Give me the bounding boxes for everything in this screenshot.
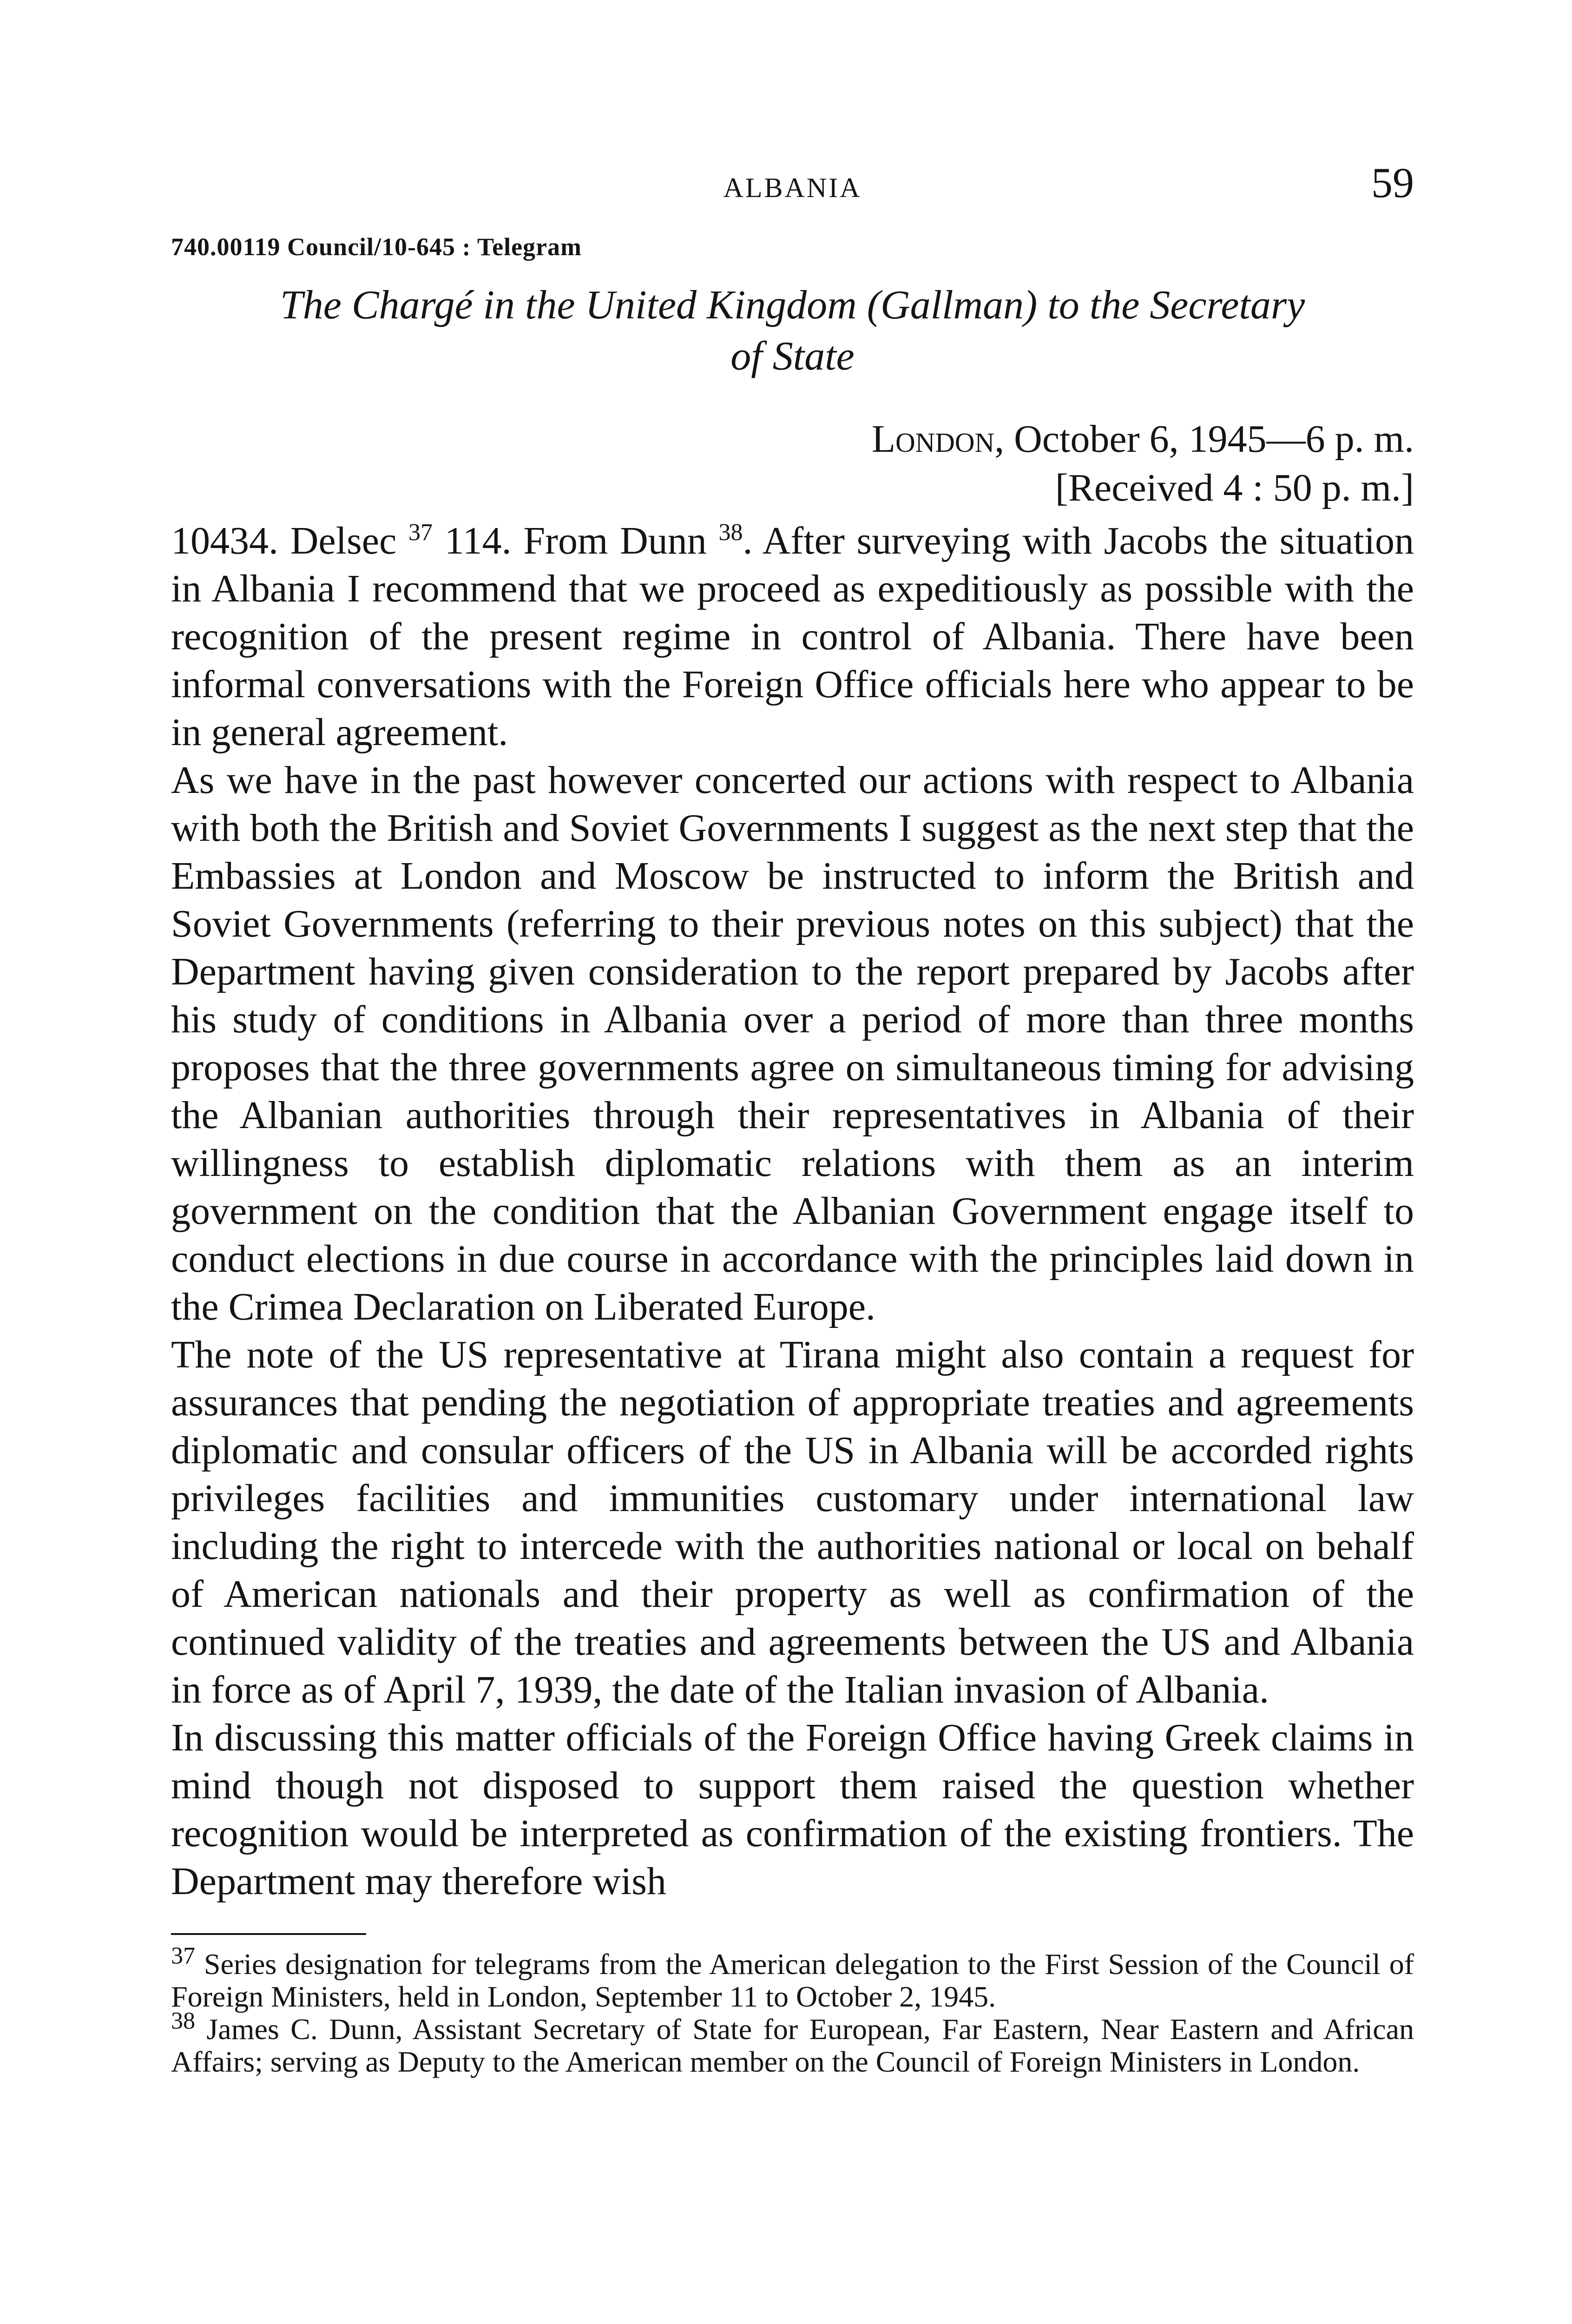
document-page	[171, 158, 1414, 2078]
footnote-37-mark: 37	[171, 1942, 195, 1969]
document-title-line-2: of State	[730, 334, 855, 379]
paragraph-1-part-b: 114. From Dunn	[433, 519, 719, 562]
running-title: ALBANIA	[723, 172, 862, 203]
footnote-38-text: James C. Dunn, Assistant Secretary of State for European, Far Eastern, Near Eastern and African Affairs; serving as Deputy to the American member on the Council of Foreign Ministers in London.	[171, 2013, 1414, 2078]
footnote-37-text: Series designation for telegrams from the American delegation to the First Session of the Council of Foreign Ministers, held in London, September 11 to October 2, 1945.	[171, 1948, 1414, 2013]
dateline-place: London	[871, 417, 995, 461]
paragraph-1	[171, 517, 1414, 756]
paragraph-1-part-a: 10434. Delsec	[171, 519, 408, 562]
paragraph-3: The note of the US representative at Tirana might also contain a request for assurances that pending the negotiation of appropriate treaties and agreements diplomatic and consular officers of the US in Albania will be accorded rights privileges facilities and immunities customary under international law including the right to intercede with the authorities national or local on behalf of American nationals and their property as well as confirmation of the continued validity of the treaties and agreements between the US and Albania in force as of April 7, 1939, the date of the Italian invasion of Albania.	[171, 1333, 1414, 1711]
footnote-37	[171, 1942, 1414, 2013]
dateline	[171, 415, 1414, 512]
running-head	[171, 158, 1414, 214]
footnote-38	[171, 2007, 1414, 2078]
dateline-sent	[171, 415, 1414, 463]
footnote-ref-38: 38	[718, 519, 743, 546]
dateline-date: , October 6, 1945—6 p. m.	[994, 417, 1414, 461]
paragraph-2: As we have in the past however concerted our actions with respect to Albania with both the British and Soviet Governments I suggest as the next step that the Embassies at London and Moscow be instructed to inform the British and Soviet Governments (referring to their previous notes on this subject) that the Department having given consideration to the report prepared by Jacobs after his study of conditions in Albania over a period of more than three months proposes that the three governments agree on simultaneous timing for advising the Albanian authorities through their representatives in Albania of their willingness to establish diplomatic relations with them as an interim government on the condition that the Albanian Government engage itself to conduct elections in due course in accordance with the principles laid down in the Crimea Declaration on Liberated Europe.	[171, 759, 1414, 1328]
document-title-line-1: The Chargé in the United Kingdom (Gallman) to the Secretary	[280, 283, 1305, 328]
footnotes	[171, 1942, 1414, 2078]
paragraph-1-part-c: . After surveying with Jacobs the situation in Albania I recommend that we proceed as expeditiously as possible with the recognition of the present regime in control of Albania. There have been informal conversations with the Foreign Office officials here who appear to be in general agreement.	[171, 519, 1414, 754]
telegram-body	[171, 517, 1414, 1905]
footnote-38-mark: 38	[171, 2007, 195, 2034]
footnote-ref-37: 37	[408, 519, 433, 546]
footnote-divider	[171, 1933, 366, 1935]
page-number: 59	[1371, 159, 1414, 206]
paragraph-4: In discussing this matter officials of the Foreign Office having Greek claims in mind though not disposed to support them raised the question whether recognition would be interpreted as confirmation of the existing frontiers. The Department may therefore wish	[171, 1716, 1414, 1903]
document-title	[171, 280, 1414, 382]
dateline-received: [Received 4 : 50 p. m.]	[1055, 466, 1414, 509]
file-reference: 740.00119 Council/10-645 : Telegram	[171, 233, 582, 261]
